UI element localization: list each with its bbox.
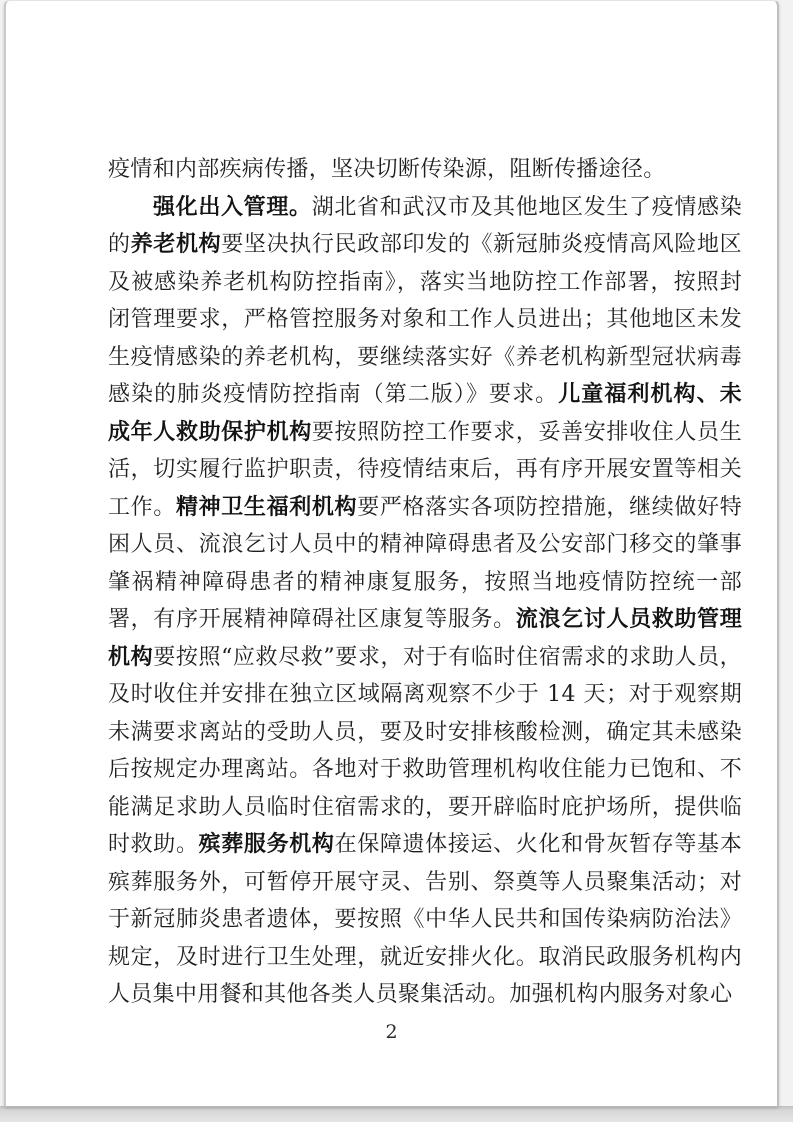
bold-term-strengthen-access-management: 强化出入管理。 (153, 193, 312, 220)
page-gap-band (0, 1106, 793, 1122)
bold-term-child-welfare-institutions: 儿童福利机构、未成年人救助保护机构 (108, 381, 742, 445)
document-page (4, 0, 779, 1107)
text-run: 在保障遗体接运、火化和骨灰暂存等基本殡葬服务外，可暂停开展守灵、告别、祭奠等人员聚集活动；对于新冠肺炎患者遗体，要按照《中华人民共和国传染病防治法》规定，及时进行卫生处理，就近安排火化。取消民政服务机构内人员集中用餐和其他各类人员聚集活动。加强机构内服务对象心 (108, 832, 742, 1007)
text-run: 要按照防控工作要求，妥善安排收住人员生活，切实履行监护职责，待疫情结束后，再有序开展安置等相关工作。 (108, 419, 743, 520)
text-run: 要严格落实各项防控措施，继续做好特困人员、流浪乞讨人员中的精神障碍患者及公安部门移交的肇事肇祸精神障碍患者的精神康复服务，按照当地疫情防控统一部署，有序开展精神障碍社区康复等服务。 (108, 494, 742, 632)
text-run: 要按照“应救尽救”要求，对于有临时住宿需求的求助人员，及时收住并安排在独立区域隔离观察不少于 14 天；对于观察期未满要求离站的受助人员，要及时安排核酸检测，确定其未感染后按规定办理离站。各地对于救助管理机构收住能力已饱和、不能满足求助人员临时住宿需求的，要开辟临时庇护场所，提供临时救助。 (108, 644, 742, 857)
paragraph-access-management (108, 189, 742, 1014)
text-run: 疫情和内部疾病传播，坚决切断传染源，阻断传播途径。 (108, 157, 666, 182)
bold-term-mental-health-welfare-institutions: 精神卫生福利机构 (175, 493, 358, 520)
text-run: 湖北省和武汉市及其他地区发生了疫情感染的 (108, 194, 743, 257)
page-number: 2 (385, 1021, 398, 1043)
bold-term-elderly-care-institutions: 养老机构 (130, 231, 222, 257)
text-run: 要坚决执行民政部印发的《新冠肺炎疫情高风险地区及被感染养老机构防控指南》，落实当地防控工作部署，按照封闭管理要求，严格管控服务对象和工作人员进出；其他地区未发生疫情感染的养老机构，要继续落实好《养老机构新型冠状病毒感染的肺炎疫情防控指南（第二版）》要求。 (108, 232, 742, 407)
paragraph-continuation (108, 151, 742, 189)
document-body-text (108, 151, 742, 1014)
bold-term-funeral-service-institutions: 殡葬服务机构 (198, 831, 335, 857)
bold-term-vagrant-beggar-rescue-institutions: 流浪乞讨人员救助管理机构 (108, 606, 742, 670)
